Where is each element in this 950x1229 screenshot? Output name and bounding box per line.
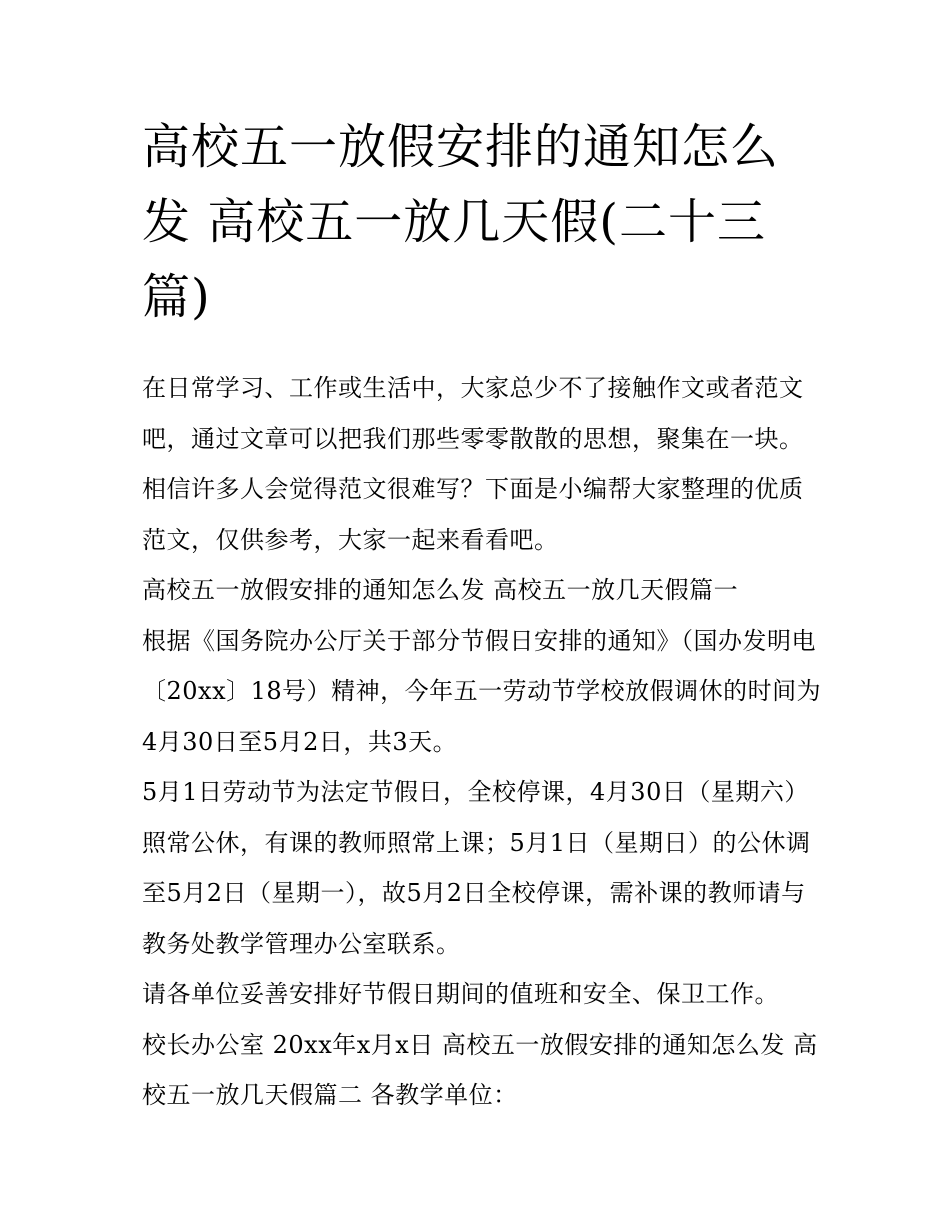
section-heading-1: 高校五一放假安排的通知怎么发 高校五一放几天假篇一 [142, 576, 739, 604]
document-page [142, 110, 822, 1121]
document-title: 高校五一放假安排的通知怎么发 高校五一放几天假(二十三篇) [142, 119, 780, 325]
intro-paragraph: 在日常学习、工作或生活中，大家总少不了接触作文或者范文吧，通过文章可以把我们那些零零散散的思想，聚集在一块。相信许多人会觉得范文很难写？下面是小编帮大家整理的优质范文，仅供参考，大家一起来看看吧。 [142, 374, 804, 554]
document-body [142, 363, 822, 1121]
notice-paragraph-2: 5月1日劳动节为法定节假日，全校停课，4月30日（星期六）照常公休，有课的教师照常上课；5月1日（星期日）的公休调至5月2日（星期一），故5月2日全校停课，需补课的教师请与教务处教学管理办公室联系。 [142, 778, 811, 958]
notice-paragraph-1: 根据《国务院办公厅关于部分节假日安排的通知》（国办发明电〔20xx〕18号）精神，今年五一劳动节学校放假调休的时间为4月30日至5月2日，共3天。 [142, 626, 822, 756]
notice-paragraph-3: 请各单位妥善安排好节假日期间的值班和安全、保卫工作。 [142, 980, 779, 1008]
signature-paragraph: 校长办公室 20xx年x月x日 高校五一放假安排的通知怎么发 高校五一放几天假篇二 各教学单位： [142, 1030, 818, 1109]
